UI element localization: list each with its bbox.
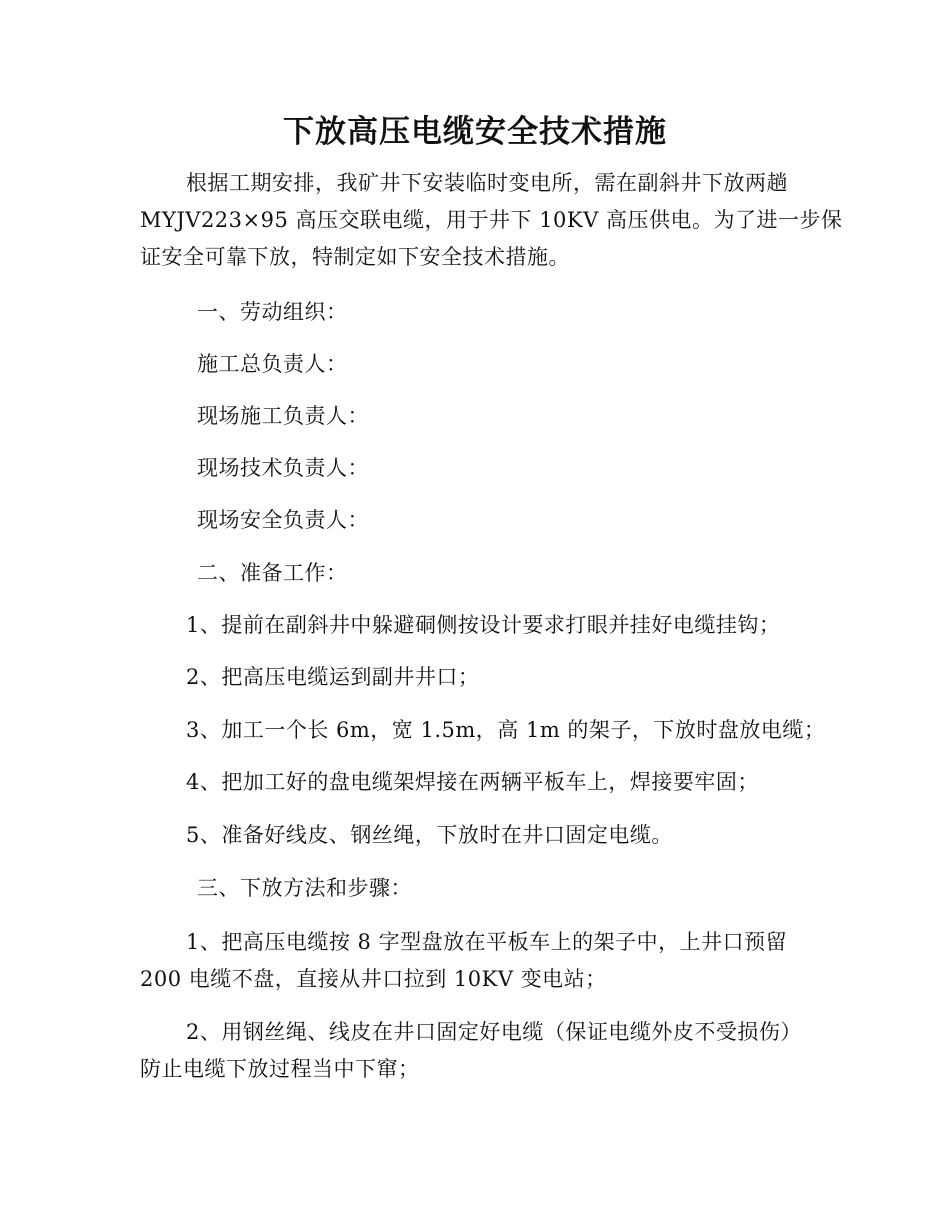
intro-line-2: MYJV223×95 高压交联电缆，用于井下 10KV 高压供电。为了进一步保 <box>140 208 843 232</box>
intro-line-3: 证安全可靠下放，特制定如下安全技术措施。 <box>140 245 570 269</box>
section-1-heading: 一、劳动组织： <box>197 300 348 324</box>
step-1-line-1: 1、把高压电缆按 8 字型盘放在平板车上的架子中，上井口预留 <box>186 930 788 954</box>
section-3-heading: 三、下放方法和步骤： <box>197 876 412 900</box>
step-2-line-2: 防止电缆下放过程当中下窜； <box>140 1057 420 1081</box>
intro-line-1: 根据工期安排，我矿井下安装临时变电所，需在副斜井下放两趟 <box>186 171 788 195</box>
preparation-item: 3、加工一个长 6m，宽 1.5m，高 1m 的架子，下放时盘放电缆； <box>186 718 826 742</box>
preparation-item: 5、准备好线皮、钢丝绳，下放时在井口固定电缆。 <box>186 823 673 847</box>
document-title: 下放高压电缆安全技术措施 <box>283 114 667 150</box>
preparation-item: 4、把加工好的盘电缆架焊接在两辆平板车上，焊接要牢固； <box>186 770 759 794</box>
organization-item: 现场安全负责人： <box>197 508 369 532</box>
step-1-line-2: 200 电缆不盘，直接从井口拉到 10KV 变电站； <box>140 967 607 991</box>
step-2-line-1: 2、用钢丝绳、线皮在井口固定好电缆（保证电缆外皮不受损伤） <box>186 1020 802 1044</box>
organization-item: 施工总负责人： <box>197 352 348 376</box>
section-2-heading: 二、准备工作： <box>197 561 348 585</box>
preparation-item: 2、把高压电缆运到副井井口； <box>186 665 480 689</box>
organization-item: 现场施工负责人： <box>197 404 369 428</box>
preparation-item: 1、提前在副斜井中躲避硐侧按设计要求打眼并挂好电缆挂钩； <box>186 613 781 637</box>
organization-item: 现场技术负责人： <box>197 456 369 480</box>
